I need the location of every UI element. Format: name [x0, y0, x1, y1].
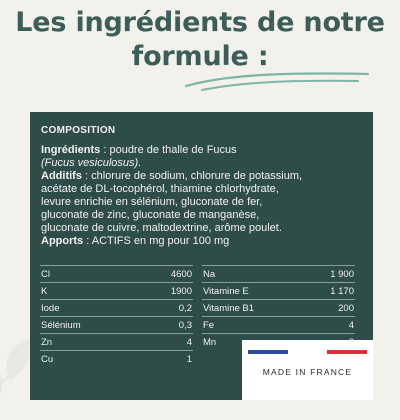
nutrient-value: 1 900: [330, 268, 354, 280]
table-row: [40, 333, 193, 350]
flag-blue: [248, 350, 288, 354]
title-line-2: formule :: [131, 41, 269, 72]
table-row: [40, 282, 193, 299]
apports-label: Apports: [41, 235, 84, 247]
table-row: [40, 299, 193, 316]
composition-title: COMPOSITION: [41, 125, 116, 136]
composition-text: [41, 124, 366, 248]
nutrient-name: Zn: [41, 336, 53, 348]
nutrient-table-left: [40, 265, 193, 367]
nutrient-table-right: [202, 265, 355, 350]
nutrient-value: 1900: [170, 285, 192, 297]
nutrient-name: Na: [203, 268, 216, 280]
nutrient-value: 4600: [170, 268, 192, 280]
nutrient-name: Vitamine E: [203, 285, 249, 297]
ingredients-label: Ingrédients: [41, 144, 101, 156]
table-row: [40, 316, 193, 333]
nutrient-value: 0,2: [178, 302, 192, 314]
table-row: [202, 316, 355, 333]
ingredients-latin: (Fucus vesiculosus).: [41, 157, 142, 169]
nutrient-name: K: [41, 285, 48, 297]
nutrient-value: 4: [348, 319, 354, 331]
french-flag-stripe: [248, 350, 367, 354]
nutrient-value: 200: [338, 302, 354, 314]
title-line-1: Les ingrédients de notre: [15, 7, 385, 38]
nutrient-name: Fe: [203, 319, 215, 331]
made-in-france-label: MADE IN FRANCE: [262, 367, 353, 377]
ingredients-text: : poudre de thalle de Fucus: [100, 144, 237, 156]
wave-decoration: [182, 66, 372, 96]
flag-white: [288, 350, 328, 354]
nutrient-value: 0,3: [178, 319, 192, 331]
flag-red: [327, 350, 367, 354]
additifs-line: gluconate de cuivre, maltodextrine, arôme poulet.: [41, 222, 282, 234]
nutrient-value: 1: [186, 353, 192, 365]
apports-paragraph: [41, 235, 366, 248]
nutrient-name: Iode: [41, 302, 60, 314]
ingredients-paragraph: [41, 144, 366, 170]
made-in-france-badge: [242, 340, 373, 400]
nutrient-name: Cu: [41, 353, 54, 365]
nutrient-name: Mn: [203, 336, 217, 348]
additifs-paragraph: [41, 170, 366, 235]
table-row: [202, 282, 355, 299]
additifs-label: Additifs: [41, 170, 82, 182]
table-row: [40, 350, 193, 367]
nutrient-value: 4: [186, 336, 192, 348]
additifs-line: gluconate de zinc, gluconate de manganèse,: [41, 209, 260, 221]
additifs-line: acétate de DL-tocophérol, thiamine chlorhydrate,: [41, 183, 279, 195]
additifs-line: levure enrichie en sélénium, gluconate de fer,: [41, 196, 263, 208]
table-row: [202, 299, 355, 316]
table-row: [40, 265, 193, 282]
nutrient-name: Cl: [41, 268, 50, 280]
additifs-line: : chlorure de sodium, chlorure de potassium,: [81, 170, 303, 182]
apports-text: : ACTIFS en mg pour 100 mg: [83, 235, 230, 247]
page-title: [0, 6, 400, 74]
nutrient-value: 1 170: [330, 285, 354, 297]
nutrient-name: Sélénium: [41, 319, 81, 331]
nutrient-name: Vitamine B1: [203, 302, 255, 314]
table-row: [202, 265, 355, 282]
